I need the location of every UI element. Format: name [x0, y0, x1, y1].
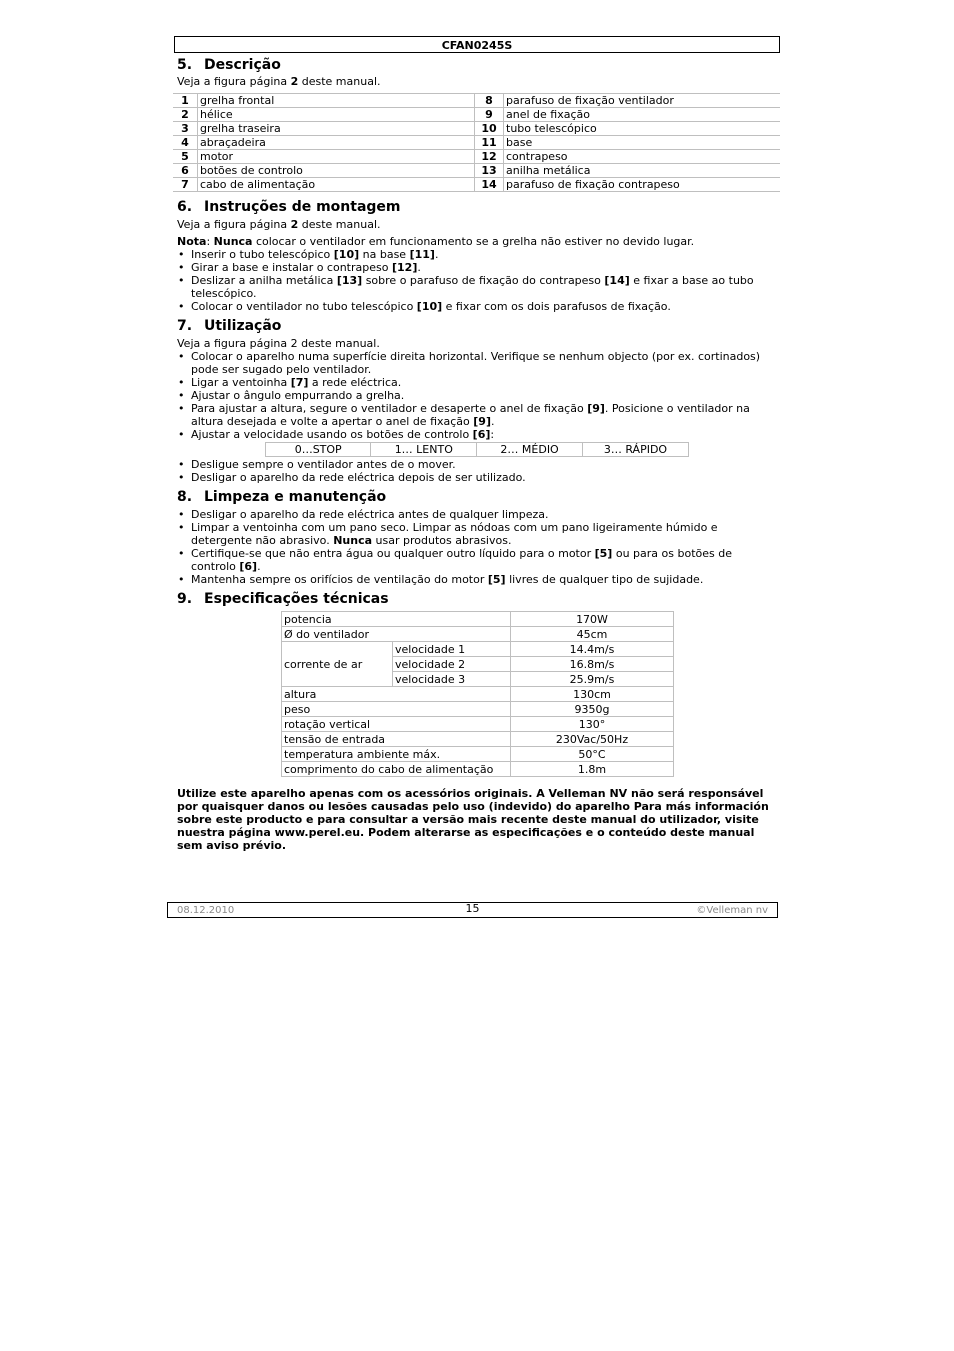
section-7-intro: Veja a figura página 2 deste manual.	[177, 337, 380, 350]
speed-cell: 3… RÁPIDO	[582, 443, 688, 457]
part-name: anilha metálica	[504, 164, 781, 178]
table-row: rotação vertical 130°	[282, 717, 674, 732]
list-item: • Mantenha sempre os orifícios de ventilação do motor [5] livres de qualquer tipo de sujidade.	[177, 573, 780, 586]
table-row	[173, 94, 780, 108]
speed-cell: 1… LENTO	[371, 443, 477, 457]
footer-copyright: ©Velleman nv	[696, 905, 768, 916]
section-9-heading: 9. Especificações técnicas	[177, 591, 389, 607]
part-name: cabo de alimentação	[198, 178, 475, 192]
list-item: • Ajustar o ângulo empurrando a grelha.	[177, 389, 780, 402]
part-number: 14	[475, 178, 504, 192]
part-name: base	[504, 136, 781, 150]
table-row: velocidade 3 25.9m/s	[282, 672, 674, 687]
section-6-list	[177, 248, 780, 313]
page-footer	[167, 902, 778, 918]
table-row: potencia 170W	[282, 612, 674, 627]
part-number: 7	[173, 178, 198, 192]
section-7-heading: 7. Utilização	[177, 318, 282, 334]
part-name: contrapeso	[504, 150, 781, 164]
part-number: 13	[475, 164, 504, 178]
table-row: comprimento do cabo de alimentação 1.8m	[282, 762, 674, 777]
table-row	[173, 164, 780, 178]
list-item: • Desligar o aparelho da rede eléctrica depois de ser utilizado.	[177, 471, 780, 484]
part-number: 2	[173, 108, 198, 122]
list-item: • Inserir o tubo telescópico [10] na base [11].	[177, 248, 780, 261]
table-row	[173, 136, 780, 150]
section-5-heading: 5. Descrição	[177, 57, 281, 73]
page-content	[177, 56, 780, 852]
part-number: 12	[475, 150, 504, 164]
part-name: hélice	[198, 108, 475, 122]
part-name: grelha traseira	[198, 122, 475, 136]
part-name: grelha frontal	[198, 94, 475, 108]
parts-table	[173, 93, 780, 192]
list-item: • Desligue sempre o ventilador antes de o mover.	[177, 458, 780, 471]
part-name: anel de fixação	[504, 108, 781, 122]
part-number: 8	[475, 94, 504, 108]
table-row: tensão de entrada 230Vac/50Hz	[282, 732, 674, 747]
list-item: • Ligar a ventoinha [7] a rede eléctrica.	[177, 376, 780, 389]
part-number: 9	[475, 108, 504, 122]
list-item: • Colocar o ventilador no tubo telescópico [10] e fixar com os dois parafusos de fixação.	[177, 300, 780, 313]
table-row: temperatura ambiente máx. 50°C	[282, 747, 674, 762]
section-7-list	[177, 350, 780, 441]
part-number: 6	[173, 164, 198, 178]
section-6-note: Nota: Nunca colocar o ventilador em funcionamento se a grelha não estiver no devido lugar.	[177, 235, 695, 248]
speed-table	[265, 442, 689, 457]
table-row	[173, 108, 780, 122]
disclaimer-text: Utilize este aparelho apenas com os acessórios originais. A Velleman NV não será responsável por quaisquer danos ou lesões causadas pelo uso (indevido) do aparelho Para más información sobre este producto e para consultar a versão mais recente deste manual do utilizador, visite nuestra página www.perel.eu. Podem alterarse as especificações e o conteúdo deste manual sem aviso prévio.	[177, 787, 769, 852]
list-item: • Desligar o aparelho da rede eléctrica antes de qualquer limpeza.	[177, 508, 780, 521]
speed-cell: 0…STOP	[266, 443, 371, 457]
speed-cell: 2… MÉDIO	[477, 443, 583, 457]
section-6-intro: Veja a figura página 2 deste manual.	[177, 218, 381, 231]
part-name: motor	[198, 150, 475, 164]
list-item: • Girar a base e instalar o contrapeso [12].	[177, 261, 780, 274]
table-row: altura 130cm	[282, 687, 674, 702]
table-row: peso 9350g	[282, 702, 674, 717]
table-row: velocidade 2 16.8m/s	[282, 657, 674, 672]
table-row	[173, 150, 780, 164]
table-row	[173, 178, 780, 192]
part-name: parafuso de fixação ventilador	[504, 94, 781, 108]
part-name: parafuso de fixação contrapeso	[504, 178, 781, 192]
list-item: • Ajustar a velocidade usando os botões de controlo [6]:	[177, 428, 780, 441]
table-row: Ø do ventilador 45cm	[282, 627, 674, 642]
part-number: 10	[475, 122, 504, 136]
section-8-list	[177, 508, 780, 586]
footer-date: 08.12.2010	[177, 905, 235, 916]
part-name: abraçadeira	[198, 136, 475, 150]
specs-table	[281, 611, 674, 777]
list-item: • Para ajustar a altura, segure o ventilador e desaperte o anel de fixação [9]. Posicione o ventilador na altura desejada e volte a apertar o anel de fixação [9].	[177, 402, 780, 428]
list-item: • Deslizar a anilha metálica [13] sobre o parafuso de fixação do contrapeso [14] e fixar a base ao tubo telescópico.	[177, 274, 780, 300]
table-row	[173, 122, 780, 136]
part-name: tubo telescópico	[504, 122, 781, 136]
document-header	[174, 36, 780, 53]
table-row: corrente de ar velocidade 1 14.4m/s	[282, 642, 674, 657]
section-6-heading: 6. Instruções de montagem	[177, 199, 401, 215]
model-code: CFAN0245S	[441, 39, 513, 52]
list-item: • Certifique-se que não entra água ou qualquer outro líquido para o motor [5] ou para os botões de controlo [6].	[177, 547, 780, 573]
page-number: 15	[465, 902, 480, 915]
part-name: botões de controlo	[198, 164, 475, 178]
section-5-intro: Veja a figura página 2 deste manual.	[177, 75, 381, 88]
section-7-list-2	[177, 458, 780, 484]
part-number: 4	[173, 136, 198, 150]
section-8-heading: 8. Limpeza e manutenção	[177, 489, 387, 505]
part-number: 5	[173, 150, 198, 164]
list-item: • Colocar o aparelho numa superfície direita horizontal. Verifique se nenhum objecto (por ex. cortinados) pode ser sugado pelo ventilador.	[177, 350, 780, 376]
list-item: • Limpar a ventoinha com um pano seco. Limpar as nódoas com um pano ligeiramente húmido e detergente não abrasivo. Nunca usar produtos abrasivos.	[177, 521, 780, 547]
part-number: 3	[173, 122, 198, 136]
part-number: 1	[173, 94, 198, 108]
part-number: 11	[475, 136, 504, 150]
